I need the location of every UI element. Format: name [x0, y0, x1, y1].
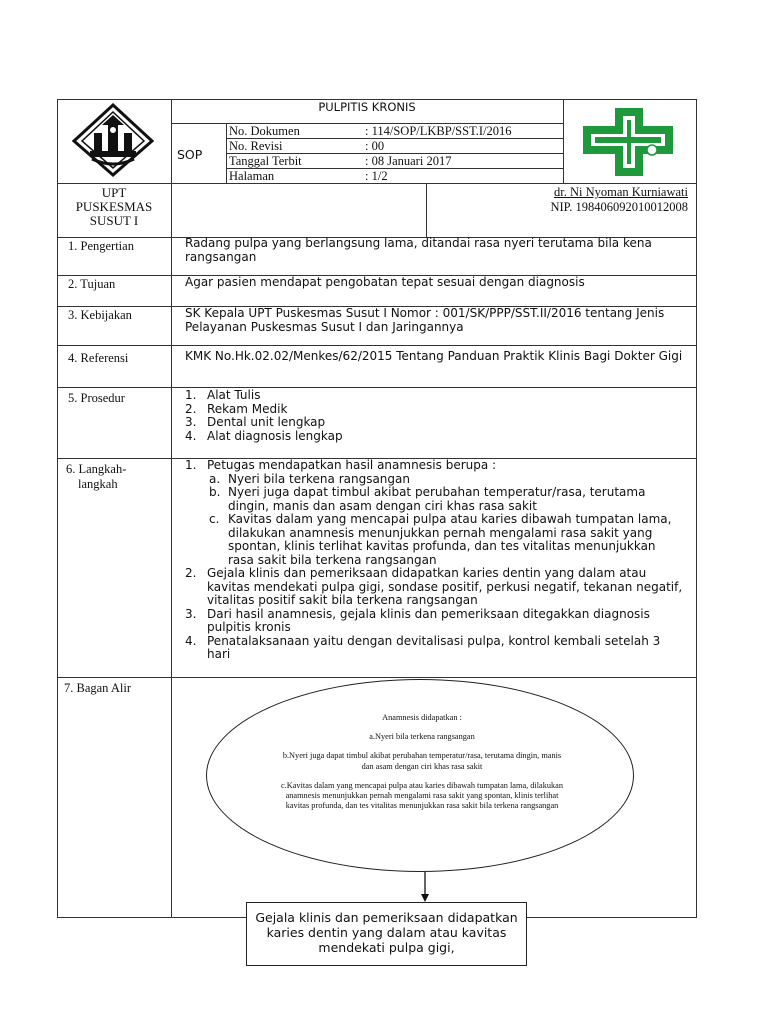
- flow-ellipse-line: a.Nyeri bila terkena rangsangan: [369, 732, 475, 742]
- step-text: Petugas mendapatkan hasil anamnesis berupa :: [207, 458, 497, 472]
- content-tujuan: [185, 276, 685, 290]
- org-line: SUSUT I: [89, 213, 139, 228]
- label-kebijakan: 3. Kebijakan: [68, 308, 132, 322]
- flow-ellipse-line: Anamnesis didapatkan :: [382, 713, 462, 722]
- signer-nip: NIP. 198406092010012008: [550, 200, 688, 214]
- meta-label: Halaman: [229, 169, 275, 183]
- organization-name: [57, 186, 171, 228]
- signer-divider: [426, 183, 427, 237]
- list-text: Rekam Medik: [207, 401, 288, 416]
- frame-right: [696, 99, 697, 918]
- step-1c: [185, 513, 685, 567]
- list-number: 1.: [185, 388, 197, 402]
- content-langkah: [185, 459, 685, 662]
- label-referensi: 4. Referensi: [68, 351, 129, 365]
- signer-name: dr. Ni Nyoman Kurniawati: [553, 185, 688, 199]
- content-pengertian: [185, 237, 685, 264]
- row-line-5: [57, 387, 697, 388]
- step-letter: a.: [209, 471, 221, 486]
- meta-label: Tanggal Terbit: [226, 154, 362, 169]
- label-langkah-line: 6. Langkah-: [66, 462, 127, 476]
- row-line-4: [57, 345, 697, 346]
- meta-value: : 08 Januari 2017: [362, 154, 564, 169]
- document-title: PULPITIS KRONIS: [318, 100, 416, 114]
- label-bagan-alir: 7. Bagan Alir: [64, 681, 132, 695]
- content-kebijakan: [185, 307, 685, 334]
- step-1: [185, 459, 685, 473]
- list-text: Alat Tulis: [207, 388, 261, 402]
- step-text: Kavitas dalam yang mencapai pulpa atau karies dibawah tumpatan lama, dilakukan anamnesis menunjukkan pernah mengalami rasa sakit yang spontan, klinis terlihat kavitas profunda, dan tes vitalitas menunjukkan rasa sakit bila terkena rangsangan: [228, 512, 672, 567]
- document-meta-table: [226, 124, 564, 183]
- step-number: 4.: [185, 633, 197, 648]
- flow-ellipse-text: [276, 713, 568, 811]
- pengertian-text: Radang pulpa yang berlangsung lama, ditandai rasa nyeri terutama bila kena rangsangan: [185, 236, 652, 264]
- meta-row-halaman: [226, 169, 564, 184]
- flow-ellipse-line: b.Nyeri juga dapat timbul akibat perubahan temperatur/rasa, terutama dingin, manis dan asam dengan ciri khas rasa sakit: [282, 751, 562, 771]
- meta-row-tanggal: [226, 154, 564, 169]
- list-item: [185, 389, 685, 403]
- meta-value: : 114/SOP/LKBP/SST.I/2016: [362, 124, 564, 139]
- step-text: Nyeri juga dapat timbul akibat perubahan temperatur/rasa, terutama dingin, manis dan asam dengan ciri khas rasa sakit: [228, 485, 646, 513]
- step-1a: [185, 473, 685, 487]
- step-letter: c.: [209, 512, 220, 526]
- row-line-7: [57, 677, 697, 678]
- list-text: Dental unit lengkap: [207, 415, 326, 429]
- flow-ellipse-line: c.Kavitas dalam yang mencapai pulpa atau karies dibawah tumpatan lama, dilakukan anamnesis menunjukkan pernah mengalami rasa sakit yang spontan, klinis terlihat kavitas profunda, dan tes vitalitas menunjukkan rasa sakit bila terkena rangsangan: [281, 780, 563, 811]
- meta-value: : 1/2: [365, 169, 388, 183]
- meta-value: : 00: [362, 139, 564, 154]
- flow-box-text: Gejala klinis dan pemeriksaan didapatkan karies dentin yang dalam atau kavitas mendekati pulpa gigi,: [255, 910, 518, 955]
- label-tujuan: 2. Tujuan: [68, 277, 116, 291]
- step-2: [185, 567, 685, 608]
- step-text: Nyeri bila terkena rangsangan: [228, 471, 410, 486]
- label-column-divider: [171, 99, 172, 918]
- step-number: 2.: [185, 566, 197, 580]
- list-number: 4.: [185, 428, 197, 443]
- step-text: Gejala klinis dan pemeriksaan didapatkan karies dentin yang dalam atau kavitas mendekati pulpa gigi, sondase positif, perkusi negatif, tekanan negatif, vitalitas positif sakit bila terkena rangsangan: [207, 566, 683, 607]
- list-item: [185, 416, 685, 430]
- sop-label: SOP: [177, 147, 203, 162]
- list-text: Alat diagnosis lengkap: [207, 428, 343, 443]
- content-prosedur: [185, 389, 685, 443]
- meta-row-dokumen: [226, 124, 564, 139]
- list-number: 3.: [185, 415, 197, 429]
- content-referensi: [185, 350, 685, 364]
- label-pengertian: 1. Pengertian: [68, 239, 134, 253]
- meta-label: No. Revisi: [226, 139, 362, 154]
- label-prosedur: 5. Prosedur: [68, 391, 125, 405]
- step-4: [185, 635, 685, 662]
- meta-label: No. Dokumen: [226, 124, 362, 139]
- flow-arrow: [420, 872, 430, 902]
- referensi-text: KMK No.Hk.02.02/Menkes/62/2015 Tentang Panduan Praktik Klinis Bagi Dokter Gigi: [185, 349, 683, 363]
- tujuan-text: Agar pasien mendapat pengobatan tepat sesuai dengan diagnosis: [185, 275, 585, 289]
- step-text: Penatalaksanaan yaitu dengan devitalisasi pulpa, kontrol kembali setelah 3 hari: [207, 633, 661, 661]
- label-langkah: [66, 462, 126, 492]
- label-langkah-line: langkah: [78, 477, 118, 491]
- list-item: [185, 430, 685, 444]
- org-line: PUSKESMAS: [75, 199, 153, 214]
- meta-row-revisi: [226, 139, 564, 154]
- org-line: UPT: [101, 185, 127, 200]
- kebijakan-text: SK Kepala UPT Puskesmas Susut I Nomor : 001/SK/PPP/SST.II/2016 tentang Jenis Pelayanan Puskesmas Susut I dan Jaringannya: [185, 306, 665, 334]
- step-number: 3.: [185, 606, 197, 621]
- puskesmas-logo: [581, 106, 675, 178]
- step-3: [185, 608, 685, 635]
- step-1b: [185, 486, 685, 513]
- list-number: 2.: [185, 401, 197, 416]
- list-item: [185, 403, 685, 417]
- flow-box: [246, 902, 527, 966]
- step-letter: b.: [209, 485, 221, 499]
- bali-logo: [72, 103, 154, 177]
- step-text: Dari hasil anamnesis, gejala klinis dan pemeriksaan ditegakkan diagnosis pulpitis kronis: [207, 606, 650, 634]
- step-number: 1.: [185, 458, 197, 472]
- header-bottom-line: [57, 183, 697, 184]
